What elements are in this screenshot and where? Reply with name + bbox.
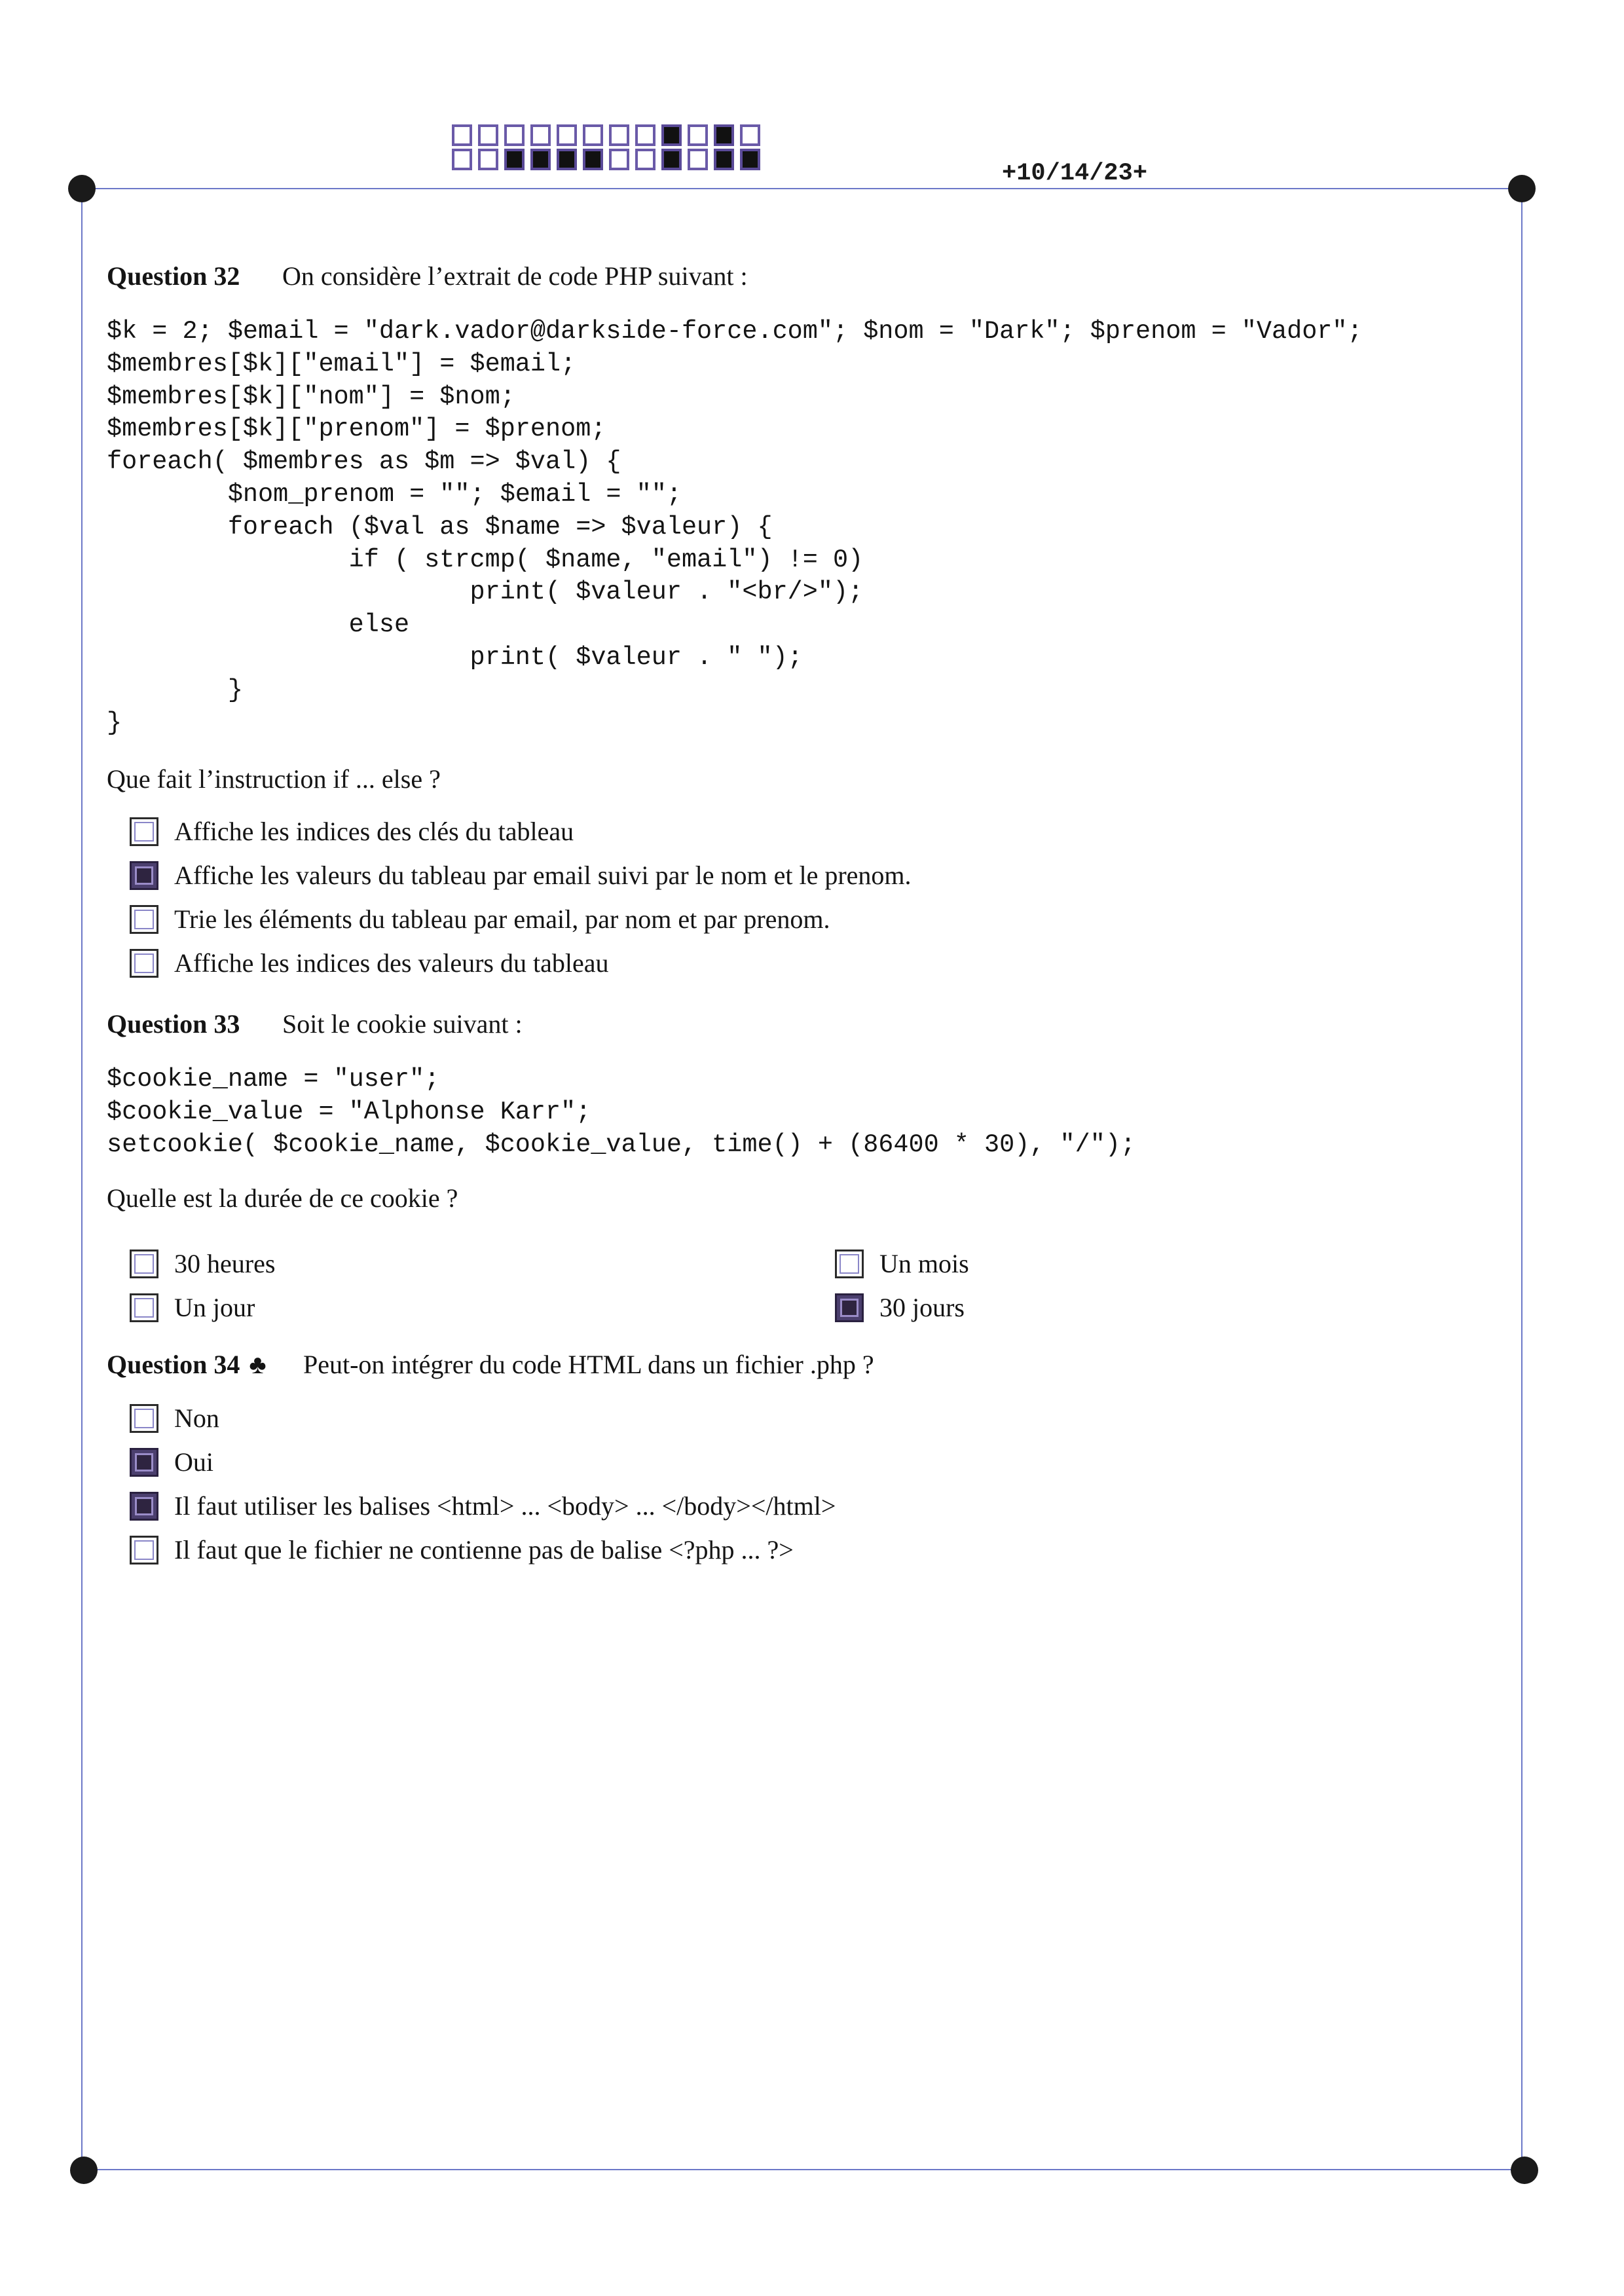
question-32-text: Que fait l’instruction if ... else ?: [107, 764, 441, 794]
question-label-text: Question 34: [107, 1350, 240, 1379]
checkbox[interactable]: [130, 817, 158, 846]
q32-option-2[interactable]: [130, 860, 912, 891]
registration-mark-top-left: [68, 175, 96, 202]
id-code-bit: [557, 149, 577, 170]
q33-option-3[interactable]: [835, 1248, 969, 1279]
q33-option-2[interactable]: [130, 1292, 255, 1323]
id-code-bit: [609, 124, 629, 146]
question-prompt: On considère l’extrait de code PHP suivant :: [282, 261, 748, 291]
question-prompt: Peut-on intégrer du code HTML dans un fichier .php ?: [303, 1350, 874, 1379]
question-label: [107, 1349, 303, 1380]
id-code-bit: [688, 124, 708, 146]
checkbox[interactable]: [130, 1293, 158, 1322]
id-code-bit: [661, 124, 682, 146]
checkbox[interactable]: [130, 1404, 158, 1433]
q34-option-1[interactable]: [130, 1403, 219, 1434]
id-code-bit: [740, 124, 760, 146]
option-label: Non: [174, 1403, 219, 1433]
id-code-bit: [609, 149, 629, 170]
id-code-bit: [452, 124, 472, 146]
id-code-bit: [478, 124, 498, 146]
registration-mark-bottom-right: [1511, 2157, 1538, 2184]
checkbox[interactable]: [130, 905, 158, 934]
id-code-bit: [635, 124, 655, 146]
checkbox[interactable]: [835, 1293, 864, 1322]
id-code-bit: [504, 149, 525, 170]
id-code-bit: [583, 124, 603, 146]
id-code-bit: [530, 124, 551, 146]
registration-mark-bottom-left: [70, 2157, 98, 2184]
question-label: Question 33: [107, 1009, 240, 1039]
id-code-bit: [452, 149, 472, 170]
q32-option-3[interactable]: [130, 904, 830, 935]
q32-option-4[interactable]: [130, 948, 608, 978]
id-code-bit: [740, 149, 760, 170]
option-label: Affiche les valeurs du tableau par email suivi par le nom et le prenom.: [174, 861, 912, 890]
id-code-row: [452, 124, 766, 146]
checkbox[interactable]: [130, 1250, 158, 1278]
option-label: 30 heures: [174, 1249, 276, 1278]
id-code-bit: [661, 149, 682, 170]
club-icon: ♣: [249, 1350, 267, 1379]
frame-bottom-line: [81, 2169, 1522, 2170]
q34-option-4[interactable]: [130, 1534, 794, 1565]
id-code-bit: [583, 149, 603, 170]
page-id-code: [452, 124, 766, 173]
question-label: Question 32: [107, 261, 240, 291]
id-code-bit: [635, 149, 655, 170]
id-code-bit: [530, 149, 551, 170]
code-block-q32: $k = 2; $email = "dark.vador@darkside-force.com"; $nom = "Dark"; $prenom = "Vador"; $membres[$k]["email"] = $email; $membres[$k]["nom"] = $nom; $membres[$k]["prenom"] = $prenom; foreach( $membres as $m => $val) { $nom_prenom = ""; $email = ""; foreach ($val as $name => $valeur) { if ( strcmp( $name, "email") != 0) print( $valeur . "<br/>"); else print( $valeur . " "); } }: [107, 317, 1363, 737]
checkbox[interactable]: [130, 1492, 158, 1521]
option-label: Affiche les indices des valeurs du tableau: [174, 948, 609, 978]
frame-right-line: [1521, 188, 1522, 2170]
option-label: Un mois: [879, 1249, 969, 1278]
question-33-text: Quelle est la durée de ce cookie ?: [107, 1183, 458, 1213]
id-code-bit: [478, 149, 498, 170]
option-label: Trie les éléments du tableau par email, par nom et par prenom.: [174, 904, 830, 934]
option-label: Oui: [174, 1447, 213, 1477]
id-code-bit: [557, 124, 577, 146]
question-prompt: Soit le cookie suivant :: [282, 1009, 523, 1039]
id-code-bit: [714, 124, 734, 146]
registration-mark-top-right: [1508, 175, 1536, 202]
page-number: +10/14/23+: [1002, 160, 1148, 187]
q34-option-2[interactable]: [130, 1447, 213, 1477]
code-block-q33: $cookie_name = "user"; $cookie_value = "Alphonse Karr"; setcookie( $cookie_name, $cookie_value, time() + (86400 * 30), "/");: [107, 1065, 1136, 1159]
option-label: Affiche les indices des clés du tableau: [174, 817, 574, 846]
id-code-row: [452, 149, 766, 170]
q33-option-4[interactable]: [835, 1292, 965, 1323]
checkbox[interactable]: [835, 1250, 864, 1278]
question-34-header: [107, 1349, 874, 1380]
frame-top-line: [81, 188, 1522, 189]
q33-option-1[interactable]: [130, 1248, 275, 1279]
id-code-bit: [504, 124, 525, 146]
id-code-bit: [688, 149, 708, 170]
q34-option-3[interactable]: [130, 1491, 836, 1521]
question-32-header: [107, 261, 748, 291]
option-label: 30 jours: [879, 1293, 965, 1322]
checkbox[interactable]: [130, 1536, 158, 1565]
frame-left-line: [81, 188, 83, 2170]
question-33-header: [107, 1009, 523, 1039]
checkbox[interactable]: [130, 949, 158, 978]
q32-option-1[interactable]: [130, 816, 574, 847]
checkbox[interactable]: [130, 1448, 158, 1477]
checkbox[interactable]: [130, 861, 158, 890]
id-code-bit: [714, 149, 734, 170]
option-label: Il faut utiliser les balises <html> ... <body> ... </body></html>: [174, 1491, 836, 1521]
option-label: Un jour: [174, 1293, 255, 1322]
option-label: Il faut que le fichier ne contienne pas de balise <?php ... ?>: [174, 1535, 794, 1565]
